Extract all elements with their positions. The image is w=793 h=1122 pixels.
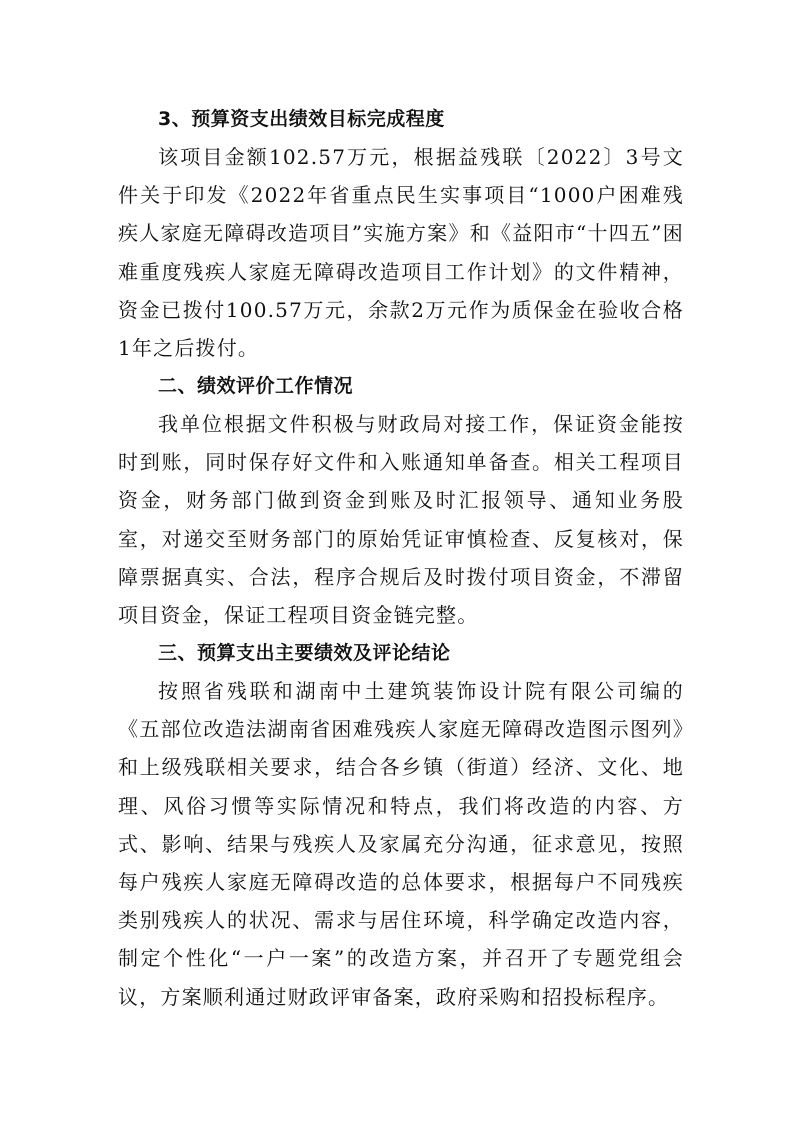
section-paragraph-evaluation-work: 我单位根据文件积极与财政局对接工作，保证资金能按时到账，同时保存好文件和入账通知单备查。相关工程项目资金，财务部门做到资金到账及时汇报领导、通知业务股室，对递交至财务部门的原始凭证审慎检查、反复核对，保障票据真实、合法，程序合规后及时拨付项目资金，不滞留项目资金，保证工程项目资金链完整。 [118,412,684,628]
section-heading-evaluation-work: 二、绩效评价工作情况 [158,375,354,397]
section-heading-main-performance: 三、预算支出主要绩效及评论结论 [158,642,451,664]
document-body [118,100,684,1016]
section-heading-budget-completion: 3、预算资支出绩效目标完成程度 [158,108,445,130]
section-paragraph-budget-completion: 该项目金额102.57万元，根据益残联〔2022〕3号文件关于印发《2022年省重点民生实事项目“1000户困难残疾人家庭无障碍改造项目”实施方案》和《益阳市“十四五”困难重度残疾人家庭无障碍改造项目工作计划》的文件精神，资金已拨付100.57万元，余款2万元作为质保金在验收合格1年之后拨付。 [118,145,684,361]
section-paragraph-main-performance: 按照省残联和湖南中土建筑装饰设计院有限公司编的《五部位改造法湖南省困难残疾人家庭无障碍改造图示图列》和上级残联相关要求，结合各乡镇（街道）经济、文化、地理、风俗习惯等实际情况和特点，我们将改造的内容、方式、影响、结果与残疾人及家属充分沟通，征求意见，按照每户残疾人家庭无障碍改造的总体要求，根据每户不同残疾类别残疾人的状况、需求与居住环境，科学确定改造内容，制定个性化“一户一案”的改造方案，并召开了专题党组会议，方案顺利通过财政评审备案，政府采购和招投标程序。 [118,679,684,1009]
